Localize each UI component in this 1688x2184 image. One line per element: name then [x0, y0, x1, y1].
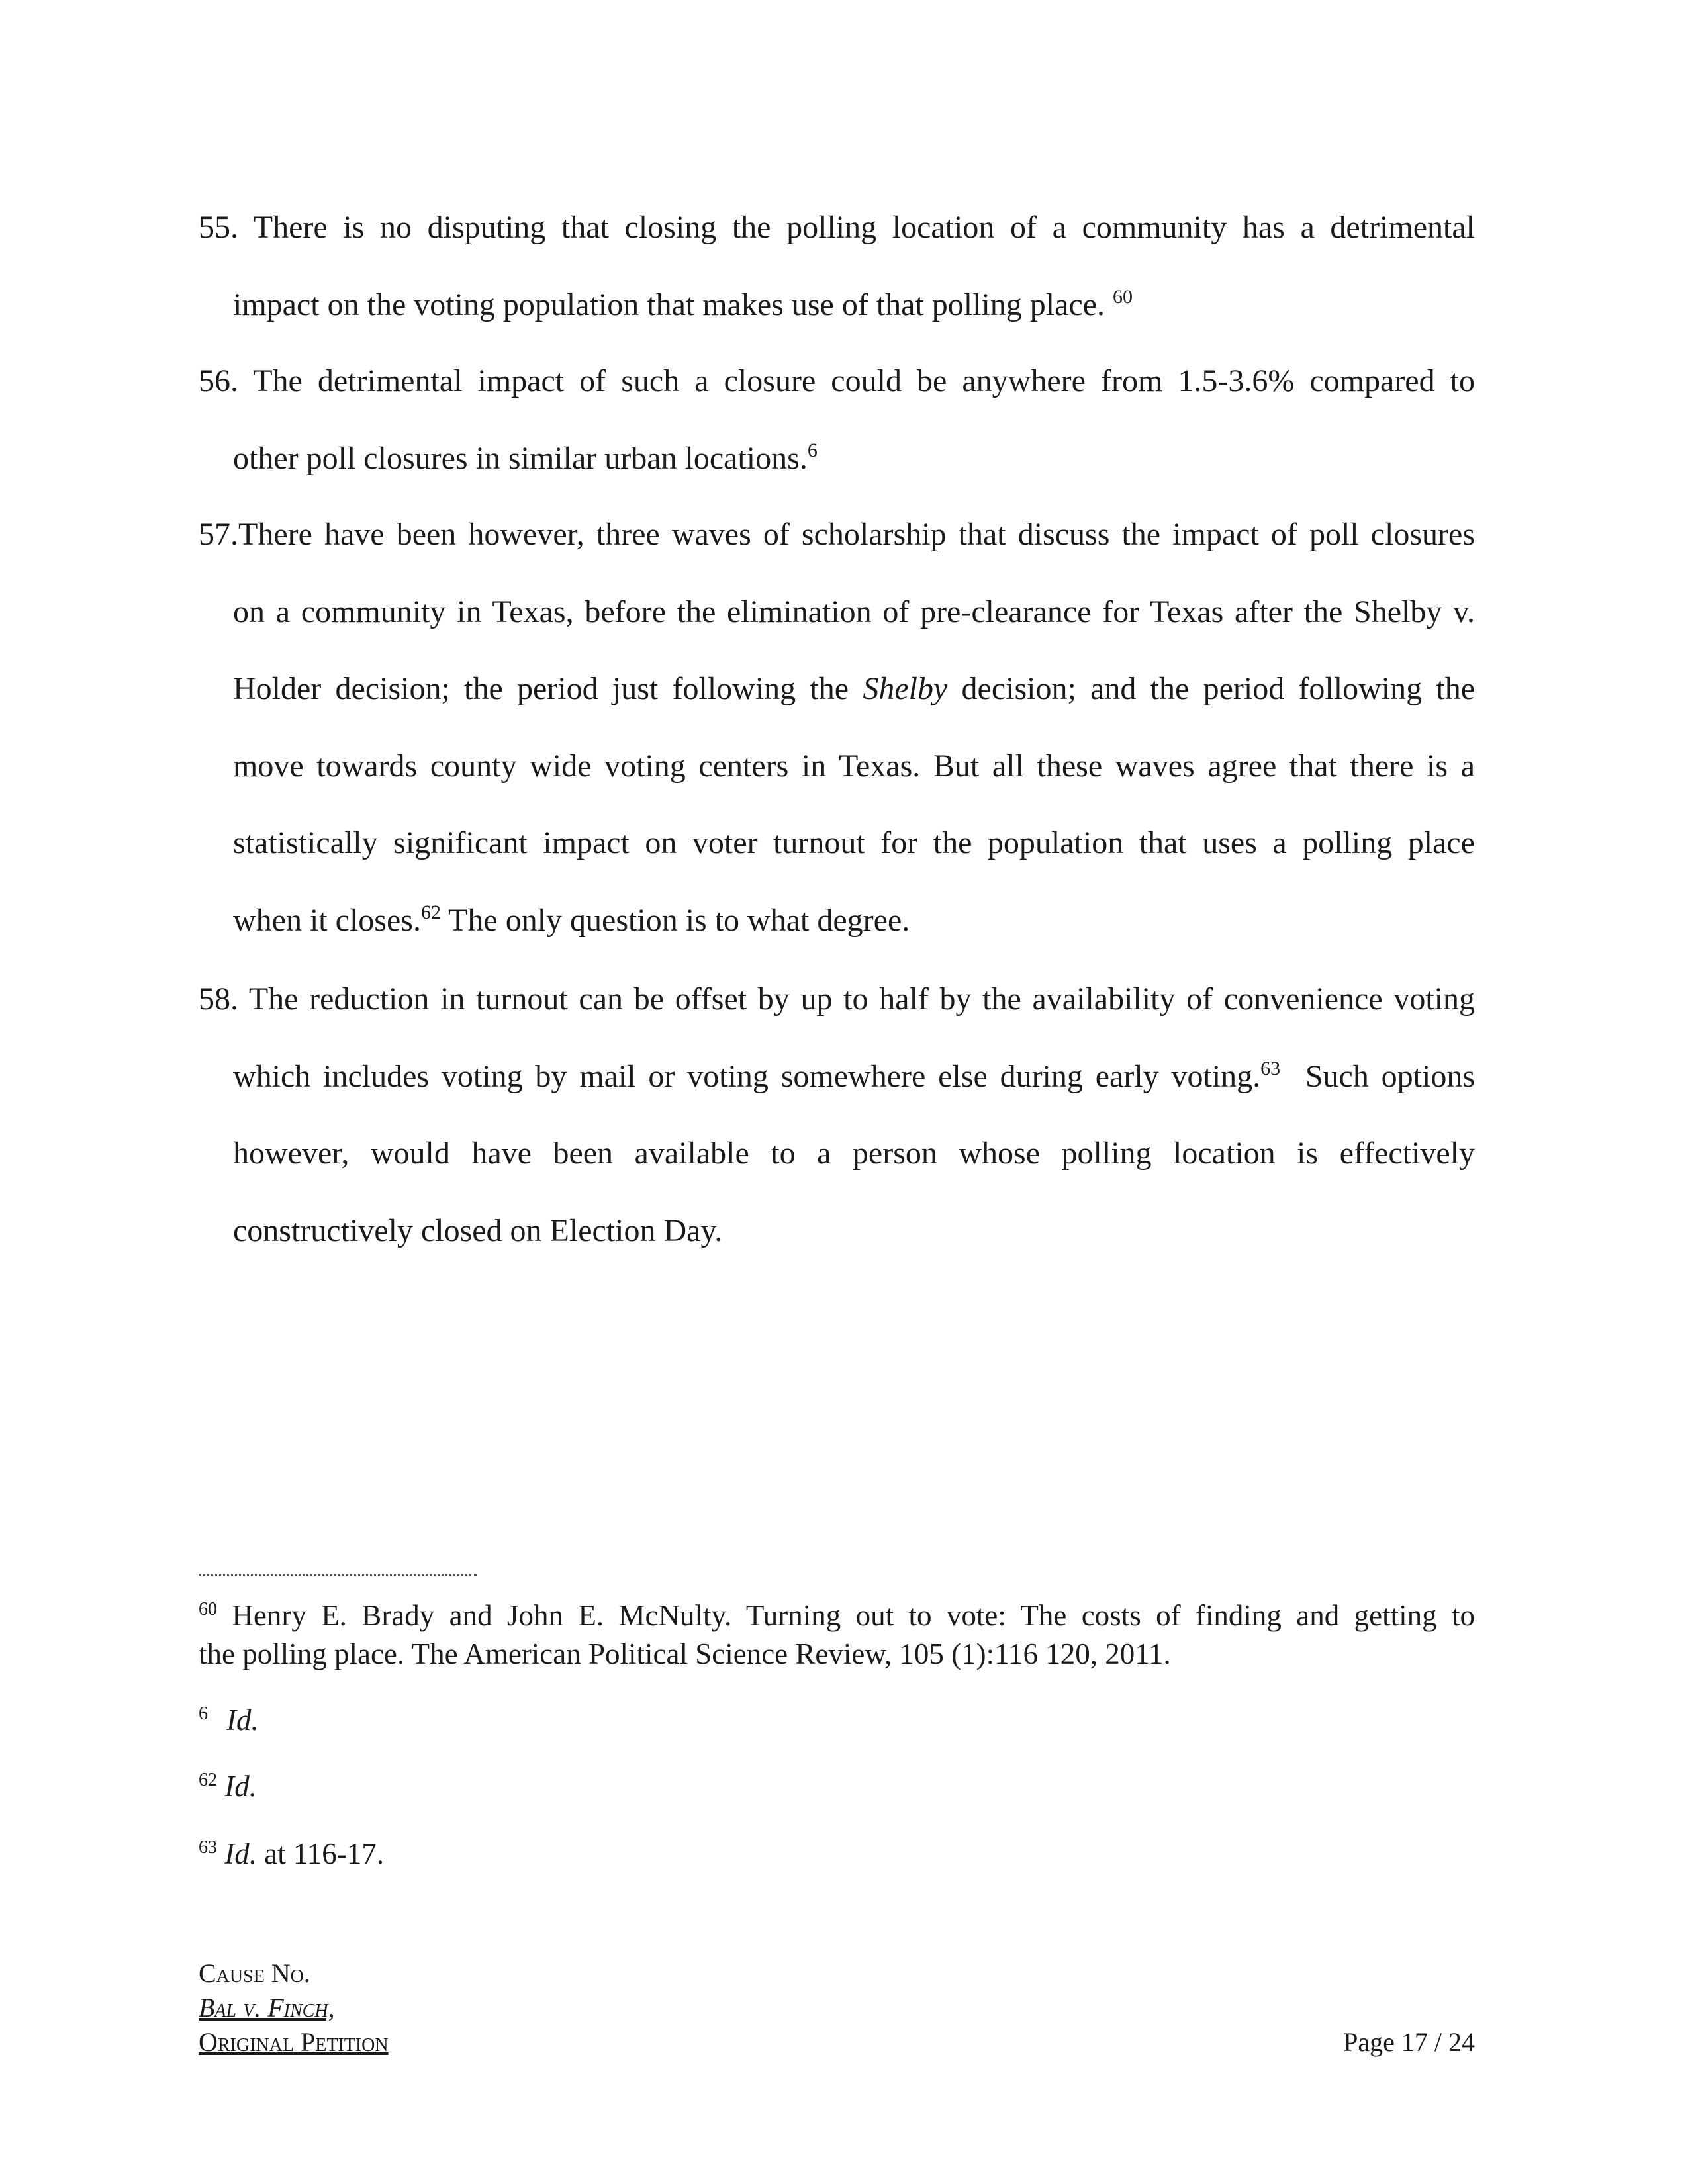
cause-number: Cause No.	[199, 1958, 310, 1988]
case-name-italic: Shelby	[863, 671, 948, 706]
footnote-ref-62[interactable]: 62	[420, 901, 441, 923]
paragraph-line: statistically significant impact on voter turnout for the population that uses a polling place	[233, 825, 1475, 860]
footer-caption	[199, 1956, 389, 2060]
paragraph-line: constructively closed on Election Day.	[233, 1212, 723, 1248]
paragraph-text: which includes voting by mail or voting somewhere else during early voting.	[233, 1058, 1261, 1094]
paragraph-text: Holder decision; the period just following the	[233, 671, 849, 706]
footnote-text: Henry E. Brady and John E. McNulty. Turning out to vote: The costs of finding and getting to	[217, 1599, 1475, 1632]
footnote-ref-60[interactable]: 60	[1113, 285, 1133, 308]
paragraph-line: 55. There is no disputing that closing the polling location of a community has a detrimental	[199, 210, 1475, 245]
case-name: Bal v. Finch,	[199, 1993, 335, 2023]
footnote-number: 60	[199, 1599, 217, 1619]
footnote-6	[199, 1701, 1475, 1739]
paragraph-58	[199, 961, 1475, 1269]
paragraph-line: move towards county wide voting centers in Texas. But all these waves agree that there is a	[233, 748, 1475, 784]
paragraph-line: 58. The reduction in turnout can be offset by up to half by the availability of convenience voting	[199, 981, 1475, 1017]
footnote-line	[199, 1596, 1475, 1635]
footnote-62	[199, 1767, 1475, 1805]
footnote-text: at 116-17.	[257, 1837, 385, 1870]
footnote-line	[199, 1835, 1475, 1873]
footnote-63	[199, 1835, 1475, 1873]
footnote-line	[199, 1701, 1475, 1739]
paragraph-text: impact on the voting population that makes use of that polling place.	[233, 287, 1105, 322]
paragraph-line: 57.There have been however, three waves of scholarship that discuss the impact of poll closures	[199, 517, 1475, 552]
paragraph-text: The only question is to what degree.	[440, 902, 910, 938]
paragraph-text: Such options	[1280, 1058, 1475, 1094]
footnote-separator	[199, 1574, 477, 1576]
paragraph-line	[199, 1038, 1475, 1116]
footnote-text: Id.	[224, 1770, 257, 1803]
footnote-line	[199, 1767, 1475, 1805]
paragraph-line	[199, 267, 1475, 344]
footnote-ref-6[interactable]: 6	[807, 439, 818, 461]
paragraph-text: other poll closures in similar urban locations.	[233, 440, 808, 476]
footnote-number: 62	[199, 1770, 217, 1790]
paragraph-55	[199, 189, 1475, 343]
paragraph-text: decision; and the period following the	[961, 671, 1476, 706]
document-title: Original Petition	[199, 2027, 389, 2057]
paragraph-line: on a community in Texas, before the elimination of pre-clearance for Texas after the Shelby v.	[233, 594, 1475, 629]
footnote-text: Id.	[226, 1704, 259, 1737]
paragraph-line: however, would have been available to a person whose polling location is effectively	[233, 1136, 1475, 1171]
paragraph-57	[199, 496, 1475, 959]
paragraph-text: when it closes.	[233, 902, 421, 938]
paragraph-line	[199, 882, 1475, 960]
footnote-60	[199, 1596, 1475, 1673]
paragraph-56	[199, 343, 1475, 497]
footnote-number: 6	[199, 1704, 208, 1724]
footnote-text-italic: Id.	[224, 1837, 257, 1870]
page-number: Page 17 / 24	[1343, 2027, 1475, 2057]
footnote-ref-63[interactable]: 63	[1260, 1057, 1281, 1079]
footnote-line: the polling place. The American Political Science Review, 105 (1):116 120, 2011.	[199, 1637, 1171, 1670]
paragraph-line: 56. The detrimental impact of such a closure could be anywhere from 1.5-3.6% compared to	[199, 363, 1475, 398]
paragraph-line	[199, 420, 1475, 498]
footnote-number: 63	[199, 1837, 217, 1858]
paragraph-line	[199, 651, 1475, 728]
